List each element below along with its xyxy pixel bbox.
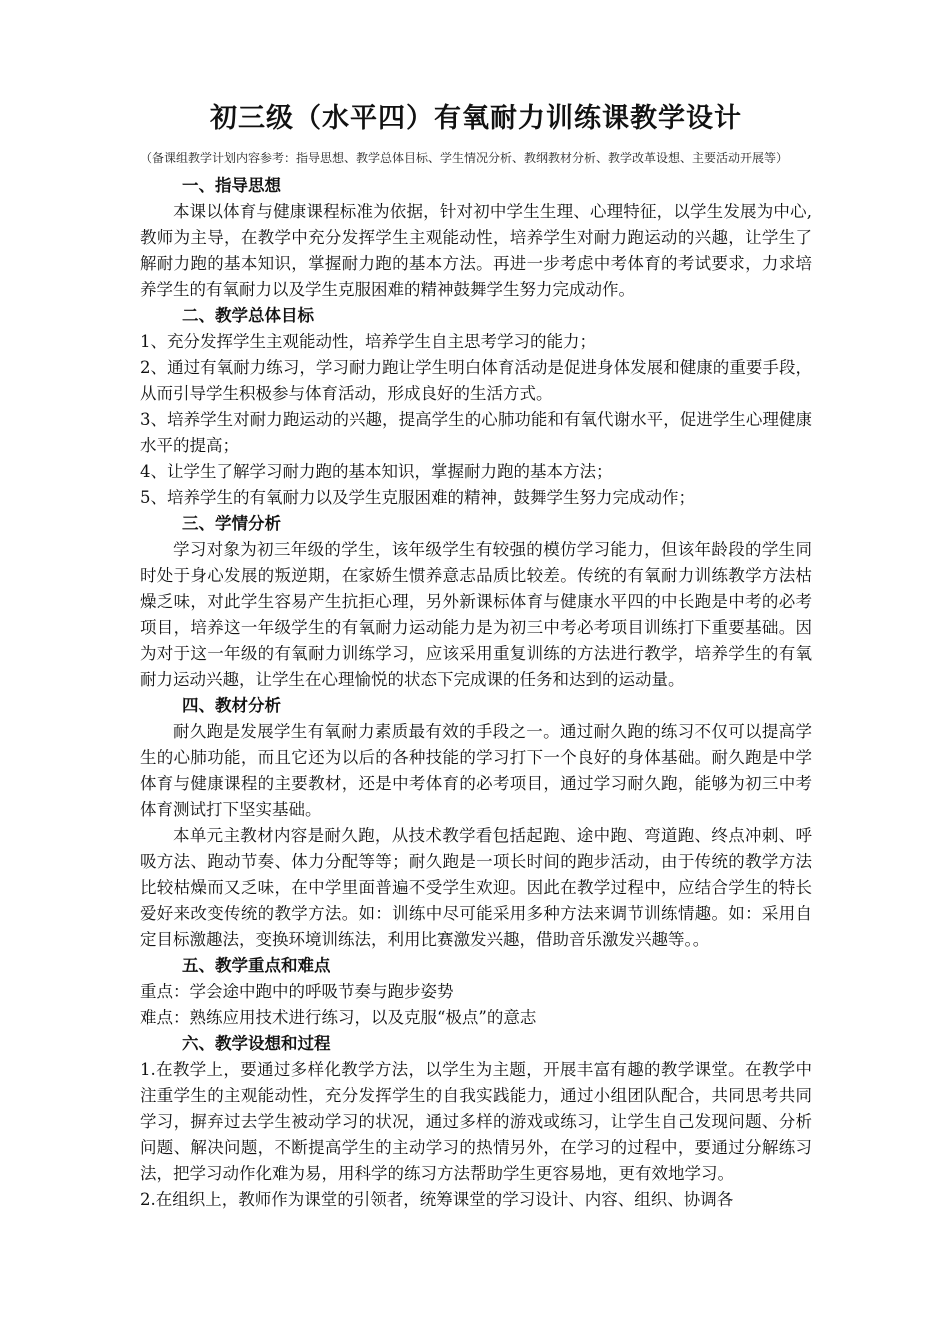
section-student-analysis	[140, 511, 812, 693]
key-point: 重点：学会途中跑中的呼吸节奏与跑步姿势	[140, 982, 454, 1001]
reference-note: （备课组教学计划内容参考：指导思想、教学总体目标、学生情况分析、教纲教材分析、教学改革设想、主要活动开展等）	[140, 151, 789, 165]
section-heading: 六、教学设想和过程	[182, 1034, 331, 1053]
section-teaching-process	[140, 1031, 812, 1213]
document-title: 初三级（水平四）有氧耐力训练课教学设计	[210, 103, 742, 134]
section-heading: 三、学情分析	[182, 514, 281, 533]
list-item: 3、培养学生对耐力跑运动的兴趣，提高学生的心肺功能和有氧代谢水平，促进学生心理健康水平的提高；	[140, 410, 812, 455]
section-heading: 四、教材分析	[182, 696, 281, 715]
section-key-points	[140, 953, 812, 1031]
section-heading: 二、教学总体目标	[182, 306, 314, 325]
paragraph: 本课以体育与健康课程标准为依据，针对初中学生生理、心理特征，以学生发展为中心,教师为主导，在教学中充分发挥学生主观能动性，培养学生对耐力跑运动的兴趣，让学生了解耐力跑的基本知识，掌握耐力跑的基本方法。再进一步考虑中考体育的考试要求，力求培养学生的有氧耐力以及学生克服困难的精神鼓舞学生努力完成动作。	[140, 202, 812, 299]
difficult-point: 难点：熟练应用技术进行练习，以及克服“极点”的意志	[140, 1008, 537, 1027]
list-item: 2、通过有氧耐力练习，学习耐力跑让学生明白体育活动是促进身体发展和健康的重要手段，从而引导学生积极参与体育活动，形成良好的生活方式。	[140, 358, 812, 403]
paragraph: 本单元主教材内容是耐久跑，从技术教学看包括起跑、途中跑、弯道跑、终点冲刺、呼吸方法、跑动节奏、体力分配等等；耐久跑是一项长时间的跑步活动，由于传统的教学方法比较枯燥而又乏味，在中学里面普遍不受学生欢迎。因此在教学过程中，应结合学生的特长爱好来改变传统的教学方法。如：训练中尽可能采用多种方法来调节训练情趣。如：采用自定目标激趣法，变换环境训练法，利用比赛激发兴趣，借助音乐激发兴趣等。。	[140, 826, 812, 949]
paragraph: 耐久跑是发展学生有氧耐力素质最有效的手段之一。通过耐久跑的练习不仅可以提高学生的心肺功能，而且它还为以后的各种技能的学习打下一个良好的身体基础。耐久跑是中学体育与健康课程的主要教材，还是中考体育的必考项目，通过学习耐久跑，能够为初三中考体育测试打下坚实基础。	[140, 722, 812, 819]
paragraph: 2.在组织上，教师作为课堂的引领者，统筹课堂的学习设计、内容、组织、协调各	[140, 1190, 734, 1209]
section-heading: 一、指导思想	[182, 176, 281, 195]
paragraph: 1.在教学上，要通过多样化教学方法，以学生为主题，开展丰富有趣的教学课堂。在教学中注重学生的主观能动性，充分发挥学生的自我实践能力，通过小组团队配合，共同思考共同学习，摒弃过去学生被动学习的状况，通过多样的游戏或练习，让学生自己发现问题、分析问题、解决问题，不断提高学生的主动学习的热情另外，在学习的过程中，要通过分解练习法，把学习动作化难为易，用科学的练习方法帮助学生更容易地，更有效地学习。	[140, 1060, 812, 1183]
list-item: 1、充分发挥学生主观能动性，培养学生自主思考学习的能力；	[140, 332, 596, 351]
list-item: 4、让学生了解学习耐力跑的基本知识，掌握耐力跑的基本方法；	[140, 462, 613, 481]
paragraph: 学习对象为初三年级的学生，该年级学生有较强的模仿学习能力，但该年龄段的学生同时处于身心发展的叛逆期，在家娇生惯养意志品质比较差。传统的有氧耐力训练教学方法枯燥乏味，对此学生容易产生抗拒心理，另外新课标体育与健康水平四的中长跑是中考的必考项目，培养这一年级学生的有氧耐力运动能力是为初三中考必考项目训练打下重要基础。因为对于这一年级的有氧耐力训练学习，应该采用重复训练的方法进行教学，培养学生的有氧耐力运动兴趣，让学生在心理愉悦的状态下完成课的任务和达到的运动量。	[140, 540, 812, 689]
section-guiding-ideology	[140, 173, 812, 303]
section-heading: 五、教学重点和难点	[182, 956, 331, 975]
section-overall-goals	[140, 303, 812, 511]
section-material-analysis	[140, 693, 812, 953]
list-item: 5、培养学生的有氧耐力以及学生克服困难的精神，鼓舞学生努力完成动作；	[140, 488, 695, 507]
